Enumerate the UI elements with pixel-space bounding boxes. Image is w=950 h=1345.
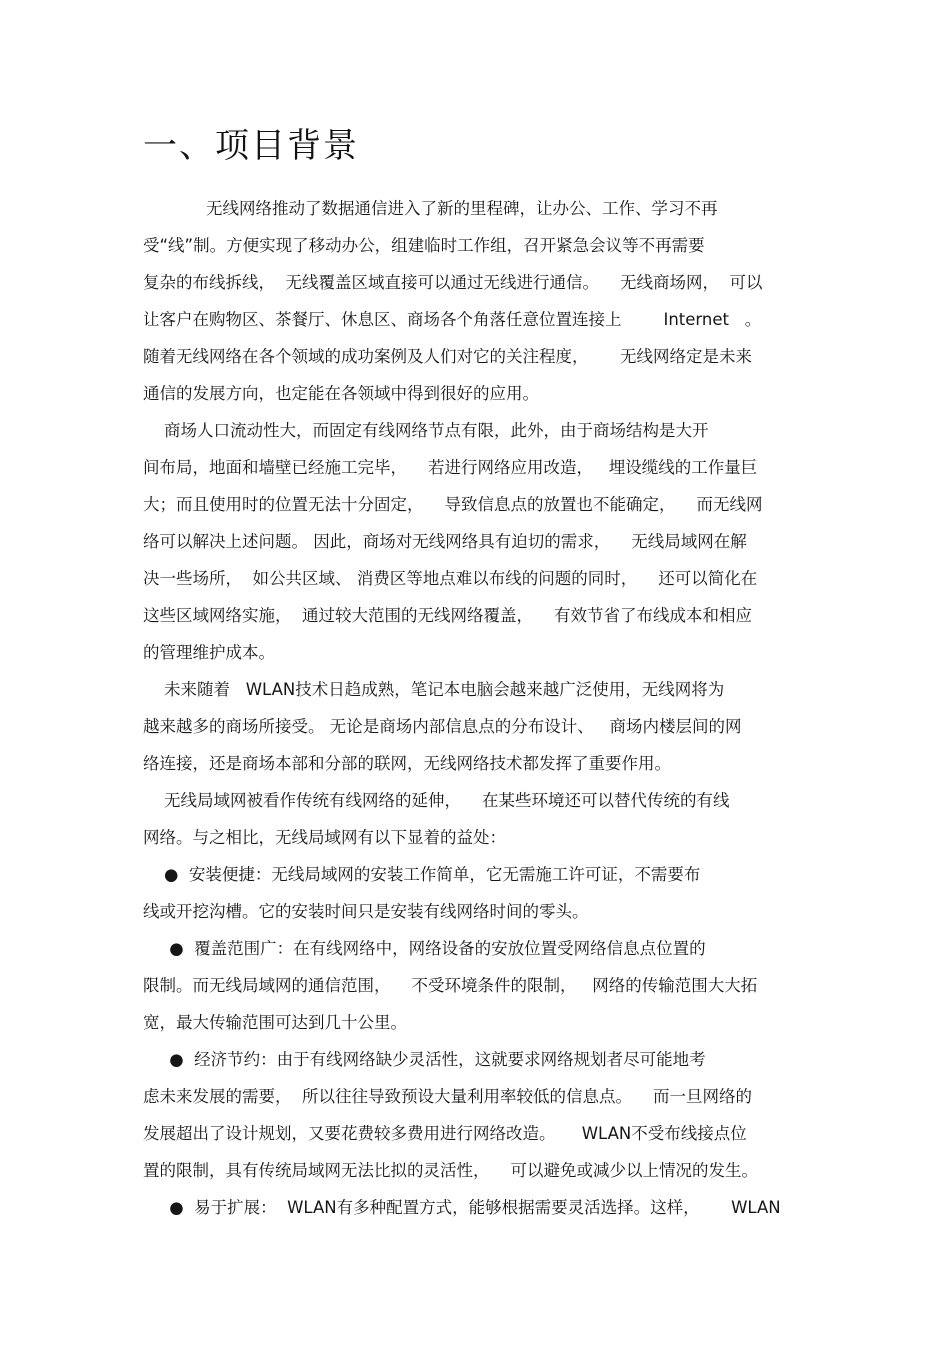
text-line: 无线局域网被看作传统有线网络的延伸， 在某些环境还可以替代传统的有线 [143,791,730,810]
text-line: 限制。而无线局域网的通信范围， 不受环境条件的限制， 网络的传输范围大大拓 [143,976,758,995]
text-line: 的管理维护成本。 [143,643,275,662]
text-line: ● 覆盖范围广：在有线网络中，网络设备的安放位置受网络信息点位置的 [143,939,706,958]
text-line: 让客户在购物区、茶餐厅、休息区、商场各个角落任意位置连接上 Internet 。 [143,310,762,329]
section-heading: 一、项目背景 [143,126,359,166]
text-line: ● 安装便捷：无线局域网的安装工作简单，它无需施工许可证，不需要布 [143,865,701,884]
text-line: 越来越多的商场所接受。 无论是商场内部信息点的分布设计、 商场内楼层间的网 [143,717,742,736]
text-line: 发展超出了设计规划，又要花费较多费用进行网络改造。 WLAN不受布线接点位 [143,1124,747,1143]
text-line: 宽，最大传输范围可达到几十公里。 [143,1013,407,1032]
text-line: 未来随着 WLAN技术日趋成熟，笔记本电脑会越来越广泛使用，无线网将为 [143,680,725,699]
text-line: 网络。与之相比，无线局域网有以下显着的益处： [143,828,506,847]
text-line: 络可以解决上述问题。 因此，商场对无线网络具有迫切的需求， 无线局域网在解 [143,532,747,551]
text-line: ● 易于扩展： WLAN有多种配置方式，能够根据需要灵活选择。这样， WLAN [143,1198,781,1217]
text-line: 这些区域网络实施， 通过较大范围的无线网络覆盖， 有效节省了布线成本和相应 [143,606,752,625]
text-line: 线或开挖沟槽。它的安装时间只是安装有线网络时间的零头。 [143,902,589,921]
text-line: 复杂的布线拆线， 无线覆盖区域直接可以通过无线进行通信。 无线商场网， 可以 [143,273,763,292]
text-line: ● 经济节约：由于有线网络缺少灵活性，这就要求网络规划者尽可能地考 [143,1050,706,1069]
text-line: 受“线”制。方便实现了移动办公，组建临时工作组，召开紧急会议等不再需要 [143,236,705,255]
text-line: 无线网络推动了数据通信进入了新的里程碑，让办公、工作、学习不再 [143,199,718,218]
text-line: 决一些场所， 如公共区域、 消费区等地点难以布线的问题的同时， 还可以简化在 [143,569,758,588]
text-line: 络连接，还是商场本部和分部的联网，无线网络技术都发挥了重要作用。 [143,754,671,773]
text-line: 商场人口流动性大，而固定有线网络节点有限，此外，由于商场结构是大开 [143,421,709,440]
text-line: 置的限制，具有传统局域网无法比拟的灵活性， 可以避免或减少以上情况的发生。 [143,1161,758,1180]
text-line: 虑未来发展的需要， 所以往往导致预设大量利用率较低的信息点。 而一旦网络的 [143,1087,752,1106]
text-line: 间布局，地面和墙壁已经施工完毕， 若进行网络应用改造， 埋设缆线的工作量巨 [143,458,758,477]
text-line: 大；而且使用时的位置无法十分固定， 导致信息点的放置也不能确定， 而无线网 [143,495,763,514]
text-line: 随着无线网络在各个领域的成功案例及人们对它的关注程度， 无线网络定是未来 [143,347,752,366]
text-line: 通信的发展方向，也定能在各领域中得到很好的应用。 [143,384,539,403]
